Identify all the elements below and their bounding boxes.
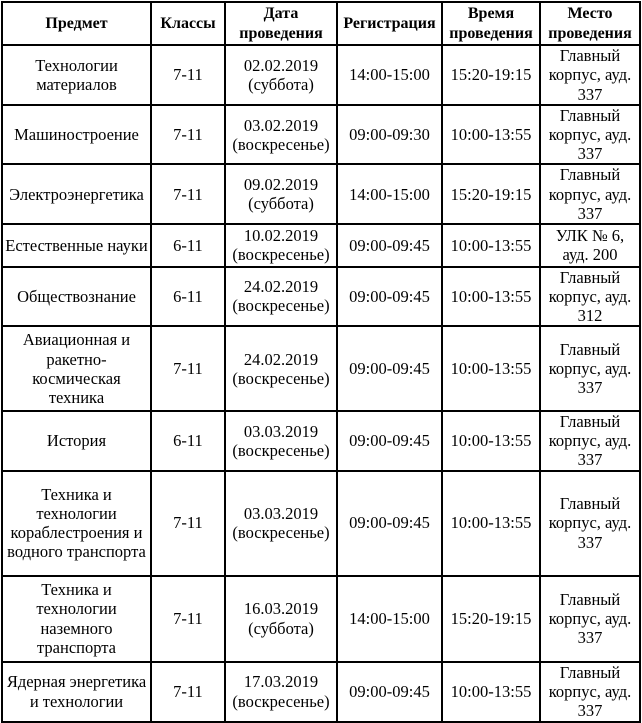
- cell-time: 10:00-13:55: [442, 662, 540, 722]
- cell-registration: 14:00-15:00: [337, 164, 442, 223]
- cell-time: 10:00-13:55: [442, 411, 540, 470]
- cell-place: Главный корпус, ауд. 337: [540, 105, 640, 164]
- table-row: [2, 662, 640, 722]
- date-value: 16.03.2019: [243, 599, 319, 619]
- header-time: Время проведения: [442, 2, 540, 45]
- cell-registration: 09:00-09:45: [337, 411, 442, 470]
- cell-registration: 14:00-15:00: [337, 45, 442, 105]
- date-value: 03.03.2019: [243, 503, 319, 523]
- table-row: [2, 105, 640, 164]
- cell-place: УЛК № 6, ауд. 200: [540, 224, 640, 267]
- cell-date: [225, 224, 337, 267]
- cell-date: [225, 164, 337, 223]
- header-grades: Классы: [151, 2, 225, 45]
- date-day: (воскресенье): [232, 440, 330, 460]
- schedule-table: [1, 1, 641, 723]
- cell-date: [225, 471, 337, 576]
- date-day: (суббота): [248, 194, 314, 214]
- date-value: 09.02.2019: [243, 174, 319, 194]
- table-row: [2, 411, 640, 470]
- table-row: [2, 45, 640, 105]
- cell-place: Главный корпус, ауд. 337: [540, 326, 640, 411]
- cell-place: Главный корпус, ауд. 337: [540, 45, 640, 105]
- cell-grades: 7-11: [151, 662, 225, 722]
- cell-registration: 09:00-09:45: [337, 662, 442, 722]
- date-value: 03.03.2019: [243, 421, 319, 441]
- cell-place: Главный корпус, ауд. 312: [540, 267, 640, 326]
- cell-subject: История: [2, 411, 151, 470]
- cell-subject: Технологии материалов: [2, 45, 151, 105]
- table-row: [2, 576, 640, 662]
- header-registration: Регистрация: [337, 2, 442, 45]
- cell-date: [225, 326, 337, 411]
- cell-grades: 7-11: [151, 105, 225, 164]
- date-day: (воскресенье): [232, 296, 330, 316]
- cell-subject: Машиностроение: [2, 105, 151, 164]
- cell-grades: 7-11: [151, 326, 225, 411]
- date-value: 02.02.2019: [243, 55, 319, 75]
- cell-subject: Обществознание: [2, 267, 151, 326]
- cell-time: 10:00-13:55: [442, 267, 540, 326]
- cell-time: 15:20-19:15: [442, 45, 540, 105]
- cell-time: 15:20-19:15: [442, 164, 540, 223]
- cell-time: 10:00-13:55: [442, 105, 540, 164]
- header-subject: Предмет: [2, 2, 151, 45]
- cell-date: [225, 267, 337, 326]
- table-row: [2, 471, 640, 576]
- table-row: [2, 326, 640, 411]
- date-value: 10.02.2019: [243, 226, 319, 246]
- cell-registration: 09:00-09:45: [337, 267, 442, 326]
- cell-date: [225, 662, 337, 722]
- cell-grades: 7-11: [151, 471, 225, 576]
- date-day: (воскресенье): [232, 368, 330, 388]
- cell-time: 15:20-19:15: [442, 576, 540, 662]
- cell-time: 10:00-13:55: [442, 326, 540, 411]
- cell-time: 10:00-13:55: [442, 224, 540, 267]
- cell-place: Главный корпус, ауд. 337: [540, 411, 640, 470]
- cell-subject: Естественные науки: [2, 224, 151, 267]
- date-day: (воскресенье): [232, 523, 330, 542]
- header-date: Дата проведения: [225, 2, 337, 45]
- header-place: Место проведения: [540, 2, 640, 45]
- header-row: [2, 2, 640, 45]
- cell-grades: 7-11: [151, 45, 225, 105]
- cell-registration: 09:00-09:45: [337, 224, 442, 267]
- cell-grades: 6-11: [151, 267, 225, 326]
- date-value: 24.02.2019: [243, 277, 319, 297]
- cell-date: [225, 411, 337, 470]
- cell-time: 10:00-13:55: [442, 471, 540, 576]
- cell-date: [225, 105, 337, 164]
- cell-registration: 14:00-15:00: [337, 576, 442, 662]
- cell-place: Главный корпус, ауд. 337: [540, 576, 640, 662]
- date-day: (воскресенье): [232, 691, 330, 711]
- cell-grades: 6-11: [151, 411, 225, 470]
- cell-subject: Ядерная энергетика и технологии: [2, 662, 151, 722]
- date-value: 24.02.2019: [243, 349, 319, 369]
- cell-grades: 7-11: [151, 576, 225, 662]
- cell-subject: Электроэнергетика: [2, 164, 151, 223]
- table-row: [2, 164, 640, 223]
- cell-date: [225, 45, 337, 105]
- cell-grades: 7-11: [151, 164, 225, 223]
- cell-subject: Авиационная и ракетно-космическая техника: [2, 326, 151, 411]
- date-day: (суббота): [248, 75, 314, 94]
- cell-registration: 09:00-09:45: [337, 326, 442, 411]
- cell-date: [225, 576, 337, 662]
- cell-registration: 09:00-09:30: [337, 105, 442, 164]
- cell-registration: 09:00-09:45: [337, 471, 442, 576]
- date-day: (воскресенье): [232, 134, 330, 154]
- cell-place: Главный корпус, ауд. 337: [540, 662, 640, 722]
- date-day: (воскресенье): [232, 245, 330, 265]
- table-row: [2, 224, 640, 267]
- cell-subject: Техника и технологии наземного транспорта: [2, 576, 151, 662]
- cell-place: Главный корпус, ауд. 337: [540, 471, 640, 576]
- table-row: [2, 267, 640, 326]
- date-value: 03.02.2019: [243, 115, 319, 135]
- cell-grades: 6-11: [151, 224, 225, 267]
- date-day: (суббота): [248, 618, 314, 638]
- cell-place: Главный корпус, ауд. 337: [540, 164, 640, 223]
- date-value: 17.03.2019: [243, 672, 319, 692]
- cell-subject: Техника и технологии кораблестроения и водного транспорта: [2, 471, 151, 576]
